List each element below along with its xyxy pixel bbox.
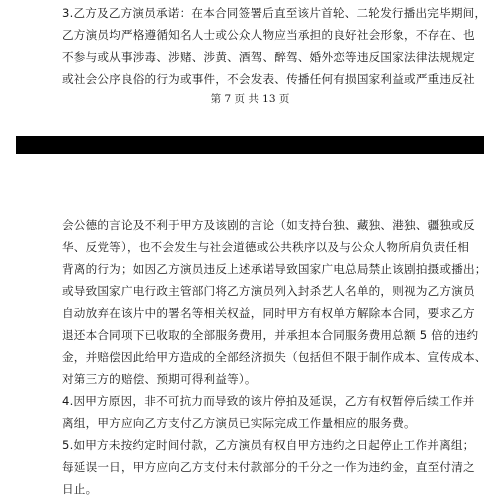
- text-line: 或社会公序良俗的行为或事件，不会发表、传播任何有损国家利益或严重违反社: [62, 72, 475, 86]
- clause-5-line: 每延误一日，甲方应向乙方支付未付款部分的千分之一作为违约金，直至付清之: [62, 460, 475, 474]
- text-line: 或导致国家广电行政主管部门将乙方演员列入封杀艺人名单的，则视为乙方演员: [62, 284, 475, 298]
- text-line: 金，并赔偿因此给甲方造成的全部经济损失（包括但不限于制作成本、宣传成本、: [62, 350, 487, 364]
- page-8-top-section: [0, 156, 500, 496]
- text-line: 对第三方的赔偿、预期可得利益等）。: [62, 372, 257, 386]
- text-line: 退还本合同项下已收取的全部服务费用，并承担本合同服务费用总额 5 倍的违约: [62, 328, 479, 342]
- clause-4-line: 离组，甲方应向乙方支付乙方演员已实际完成工作量相应的服务费。: [62, 416, 416, 430]
- text-line: 不参与或从事涉毒、涉赌、涉黄、酒驾、醉驾、婚外恋等违反国家法律法规规定: [62, 50, 475, 64]
- clause-3-text: [62, 2, 487, 90]
- page-break-divider: [16, 136, 484, 154]
- page-number: 第 7 页 共 13 页: [210, 93, 290, 105]
- clause-5-line: 日止。: [62, 482, 98, 496]
- text-line: 背离的行为；如因乙方演员违反上述承诺导致国家广电总局禁止该剧拍摄或播出；: [62, 262, 487, 276]
- text-line: 会公德的言论及不利于甲方及该剧的言论（如支持台独、藏独、港独、疆独或反: [62, 218, 475, 232]
- clause-continuation-text: [62, 214, 487, 500]
- page-7-bottom-section: [0, 0, 500, 136]
- text-line: 乙方演员均严格遵循知名人士或公众人物应当承担的良好社会形象，不存在、也: [62, 28, 475, 42]
- text-line: 华、反党等），也不会发生与社会道德或公共秩序以及与公众人物所肩负责任相: [62, 240, 469, 254]
- text-line: 自动放弃在该片中的署名等相关权益，同时甲方有权单方解除本合同，要求乙方: [62, 306, 475, 320]
- text-line: 3.乙方及乙方演员承诺：在本合同签署后直至该片首轮、二轮发行播出完毕期间，: [62, 6, 487, 20]
- clause-4-line: 4.因甲方原因，非不可抗力而导致的该片停拍及延误，乙方有权暂停后续工作并: [62, 394, 475, 408]
- clause-5-line: 5.如甲方未按约定时间付款，乙方演员有权自甲方违约之日起停止工作并离组；: [62, 438, 475, 452]
